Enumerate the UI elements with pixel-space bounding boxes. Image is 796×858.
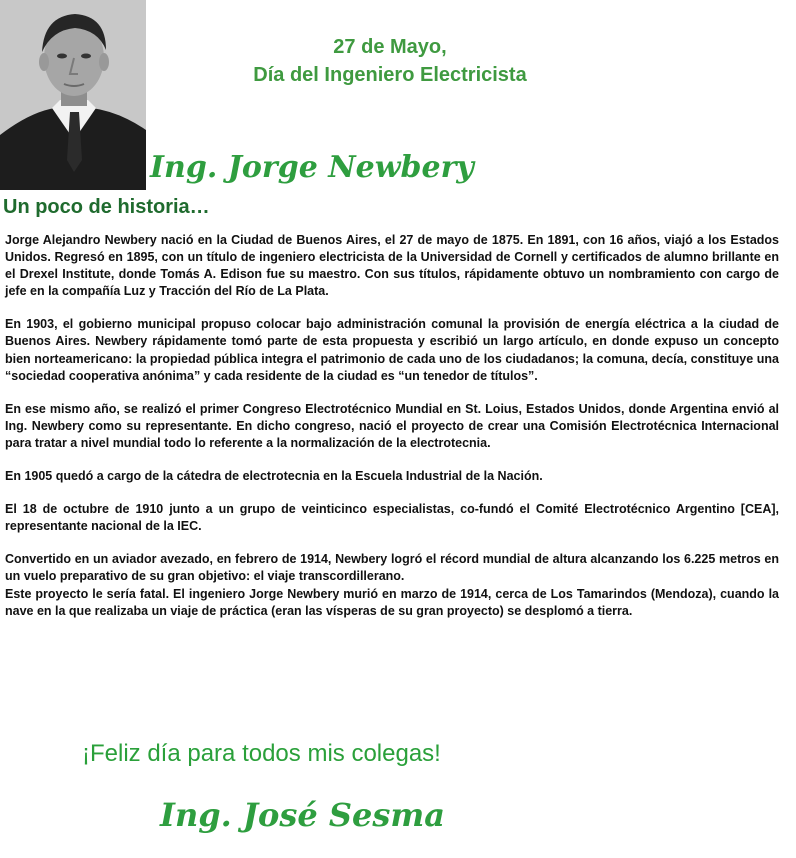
paragraph: Jorge Alejandro Newbery nació en la Ciudad de Buenos Aires, el 27 de mayo de 1875. En 1891, con 16 años, viajó a los Estados Unidos. Regresó en 1895, con un título de ingeniero electricista de la Universidad de Cornell y certificados de alumno brillante en el Drexel Institute, donde Tomás A. Edison fue su maestro. Con sus títulos, rápidamente obtuvo un nombramiento con cargo de jefe en la compañía Luz y Tracción del Río de La Plata. [5,233,779,299]
paragraph: Este proyecto le sería fatal. El ingeniero Jorge Newbery murió en marzo de 1914, cerca de Los Tamarindos (Mendoza), cuando la nave en la que realizaba un viaje de práctica (eran las vísperas de su gran proyecto) se desplomó a tierra. [5,586,779,618]
portrait-photo [0,0,146,190]
paragraph: El 18 de octubre de 1910 junto a un grupo de veinticinco especialistas, co-fundó el Comité Electrotécnico Argentino [CEA], representante nacional de la IEC. [5,502,779,534]
portrait-illustration [0,0,146,190]
signature: Ing. José Sesma [160,796,445,834]
section-title: Un poco de historia… [3,196,210,218]
greeting: ¡Feliz día para todos mis colegas! [82,740,441,767]
paragraph: Convertido en un aviador avezado, en febrero de 1914, Newbery logró el récord mundial de altura alcanzando los 6.225 metros en un vuelo preparativo de su gran objetivo: el viaje transcordillerano. [5,552,779,584]
portrait-caption: Ing. Jorge Newbery [150,150,474,185]
header-title: Día del Ingeniero Electricista [253,64,527,86]
article-body [5,232,779,636]
header-date: 27 de Mayo, [333,36,447,58]
paragraph: En ese mismo año, se realizó el primer Congreso Electrotécnico Mundial en St. Loius, Estados Unidos, donde Argentina envió al Ing. Newbery como su representante. En dicho congreso, nació el proyecto de crear una Comisión Electrotécnica Internacional para tratar a nivel mundial todo lo referente a la normalización de la electrotecnia. [5,401,779,450]
paragraph: En 1905 quedó a cargo de la cátedra de electrotecnia en la Escuela Industrial de la Nación. [5,469,543,484]
paragraph: En 1903, el gobierno municipal propuso colocar bajo administración comunal la provisión de energía eléctrica a la ciudad de Buenos Aires. Newbery rápidamente tomó parte de esta propuesta y escribió un largo artículo, en donde expuso un concepto bien norteamericano: la propiedad pública integra el patrimonio de cada uno de los ciudadanos; la comuna, decía, constituye una “sociedad cooperativa anónima” y cada residente de la ciudad es “un tenedor de títulos”. [5,317,779,383]
